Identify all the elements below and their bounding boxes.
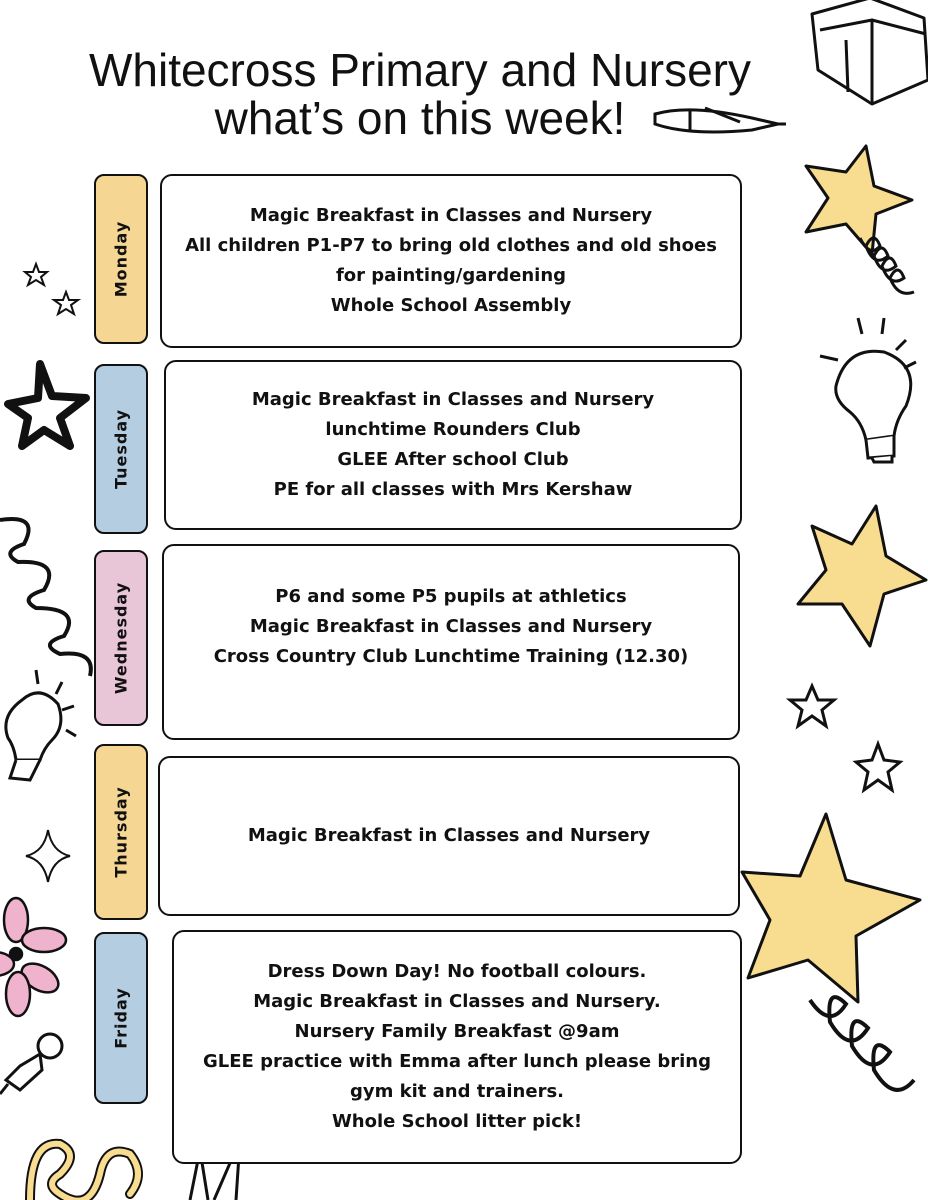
pushpin-icon xyxy=(0,1034,62,1094)
event-line: Dress Down Day! No football colours. xyxy=(267,961,647,982)
star-icon xyxy=(856,744,900,790)
day-tab-tuesday xyxy=(94,364,148,534)
day-label: Thursday xyxy=(111,786,131,878)
spring-icon xyxy=(810,997,914,1090)
star-icon xyxy=(54,292,78,314)
event-line: Nursery Family Breakfast @9am xyxy=(294,1021,620,1042)
event-line: Whole School litter pick! xyxy=(331,1111,583,1132)
star-icon xyxy=(25,264,47,285)
star-icon xyxy=(8,364,86,446)
event-line: Magic Breakfast in Classes and Nursery xyxy=(249,205,653,226)
page-subtitle: what’s on this week! xyxy=(214,92,626,144)
page-title: Whitecross Primary and Nursery xyxy=(88,44,752,96)
event-line: Cross Country Club Lunchtime Training (12.30) xyxy=(213,646,689,667)
day-tab-monday xyxy=(94,174,148,344)
lightbulb-icon xyxy=(6,670,76,780)
day-box-thursday xyxy=(158,756,740,916)
day-tab-friday xyxy=(94,932,148,1104)
event-line: PE for all classes with Mrs Kershaw xyxy=(273,479,633,500)
day-label: Tuesday xyxy=(111,408,131,490)
flower-icon xyxy=(0,898,66,1016)
event-line: GLEE After school Club xyxy=(337,449,569,470)
day-box-tuesday xyxy=(164,360,742,530)
event-line: gym kit and trainers. xyxy=(349,1081,564,1102)
spring-icon xyxy=(0,519,91,676)
event-line: for painting/gardening xyxy=(335,265,567,286)
day-box-monday xyxy=(160,174,742,348)
day-label: Friday xyxy=(111,987,131,1049)
event-line: Magic Breakfast in Classes and Nursery xyxy=(247,825,651,846)
day-label: Monday xyxy=(111,220,131,298)
sparkle-icon xyxy=(26,830,70,882)
day-label: Wednesday xyxy=(111,581,131,695)
lightbulb-icon xyxy=(820,318,916,462)
event-line: Magic Breakfast in Classes and Nursery xyxy=(249,616,653,637)
day-tab-thursday xyxy=(94,744,148,920)
star-icon xyxy=(806,146,912,254)
day-box-friday xyxy=(172,930,742,1164)
event-line: All children P1-P7 to bring old clothes and old shoes xyxy=(185,235,717,256)
event-line: P6 and some P5 pupils at athletics xyxy=(275,586,627,607)
event-line: Whole School Assembly xyxy=(330,295,572,316)
event-line: lunchtime Rounders Club xyxy=(325,419,581,440)
day-box-wednesday xyxy=(162,544,740,740)
event-line: GLEE practice with Emma after lunch please bring xyxy=(202,1051,712,1072)
event-line: Magic Breakfast in Classes and Nursery xyxy=(251,389,655,410)
star-icon xyxy=(798,506,926,646)
star-icon xyxy=(742,814,920,1002)
day-tab-wednesday xyxy=(94,550,148,726)
event-line: Magic Breakfast in Classes and Nursery. xyxy=(253,991,661,1012)
star-icon xyxy=(790,686,834,726)
